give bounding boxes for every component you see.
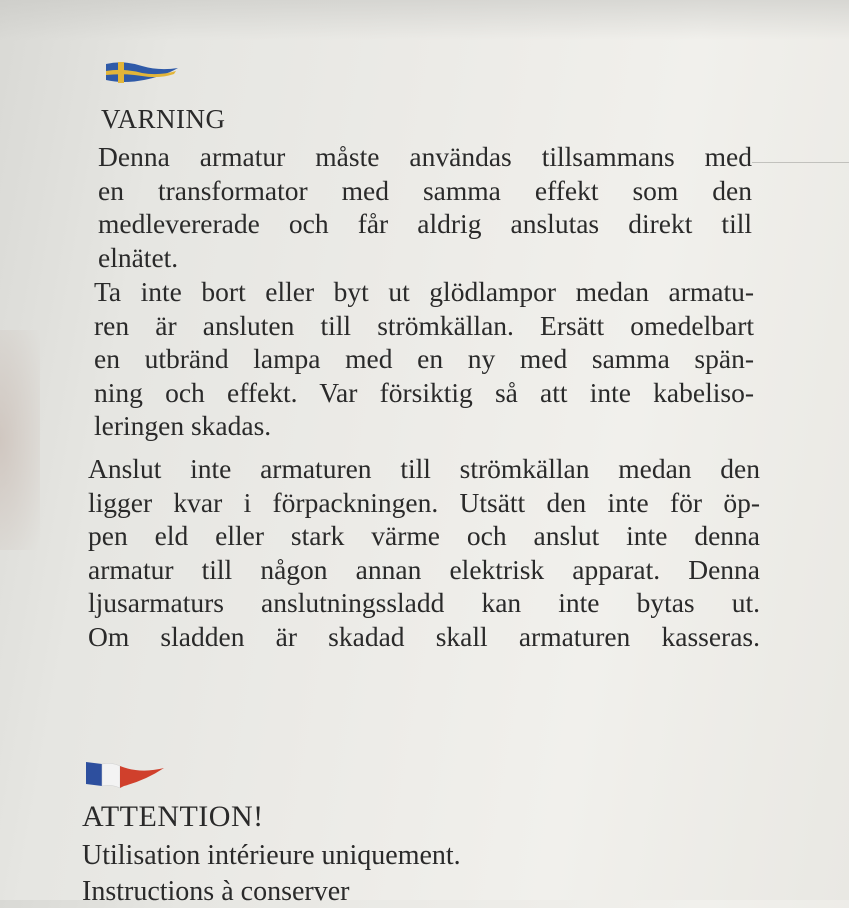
text-line: ning och effekt. Var försiktig så att inte kabeliso- (94, 376, 754, 408)
text-line: armatur till någon annan elektrisk apparat. Denna (88, 553, 760, 585)
varning-heading: VARNING (101, 104, 226, 134)
text-line: ljusarmaturs anslutningssladd kan inte bytas ut. (88, 587, 760, 618)
text-line: Denna armatur måste användas tillsammans med (98, 141, 752, 172)
attention-heading: ATTENTION! (82, 800, 264, 833)
text-line: pen eld eller stark värme och anslut inte denna (88, 520, 760, 551)
paper-shadow (0, 0, 849, 40)
text-line: Ta inte bort eller byt ut glödlampor medan armatu- (94, 276, 754, 307)
swedish-paragraph-1 (98, 140, 752, 274)
swedish-paragraph-2 (94, 275, 754, 443)
text-line: ligger kvar i förpackningen. Utsätt den inte för öp- (88, 486, 760, 518)
text-line: elnätet. (98, 241, 179, 273)
french-flag-icon (84, 758, 166, 790)
text-line: Om sladden är skadad skall armaturen kasseras. (88, 620, 760, 652)
french-line-1: Utilisation intérieure uniquement. (82, 840, 461, 871)
text-line: leringen skadas. (94, 410, 272, 441)
french-line-2: Instructions à conserver (82, 876, 350, 907)
text-line: Anslut inte armaturen till strömkällan medan den (88, 453, 760, 484)
text-line: medlevererade och får aldrig anslutas direkt till (98, 208, 752, 239)
text-line: en transformator med samma effekt som den (98, 174, 752, 206)
text-line: en utbränd lampa med en ny med samma spän- (94, 343, 754, 374)
swedish-flag-icon (104, 60, 180, 90)
paper-crease (752, 162, 849, 163)
swedish-paragraph-3 (88, 452, 760, 653)
text-line: ren är ansluten till strömkällan. Ersätt omedelbart (94, 309, 754, 341)
paper-stain (0, 330, 40, 550)
